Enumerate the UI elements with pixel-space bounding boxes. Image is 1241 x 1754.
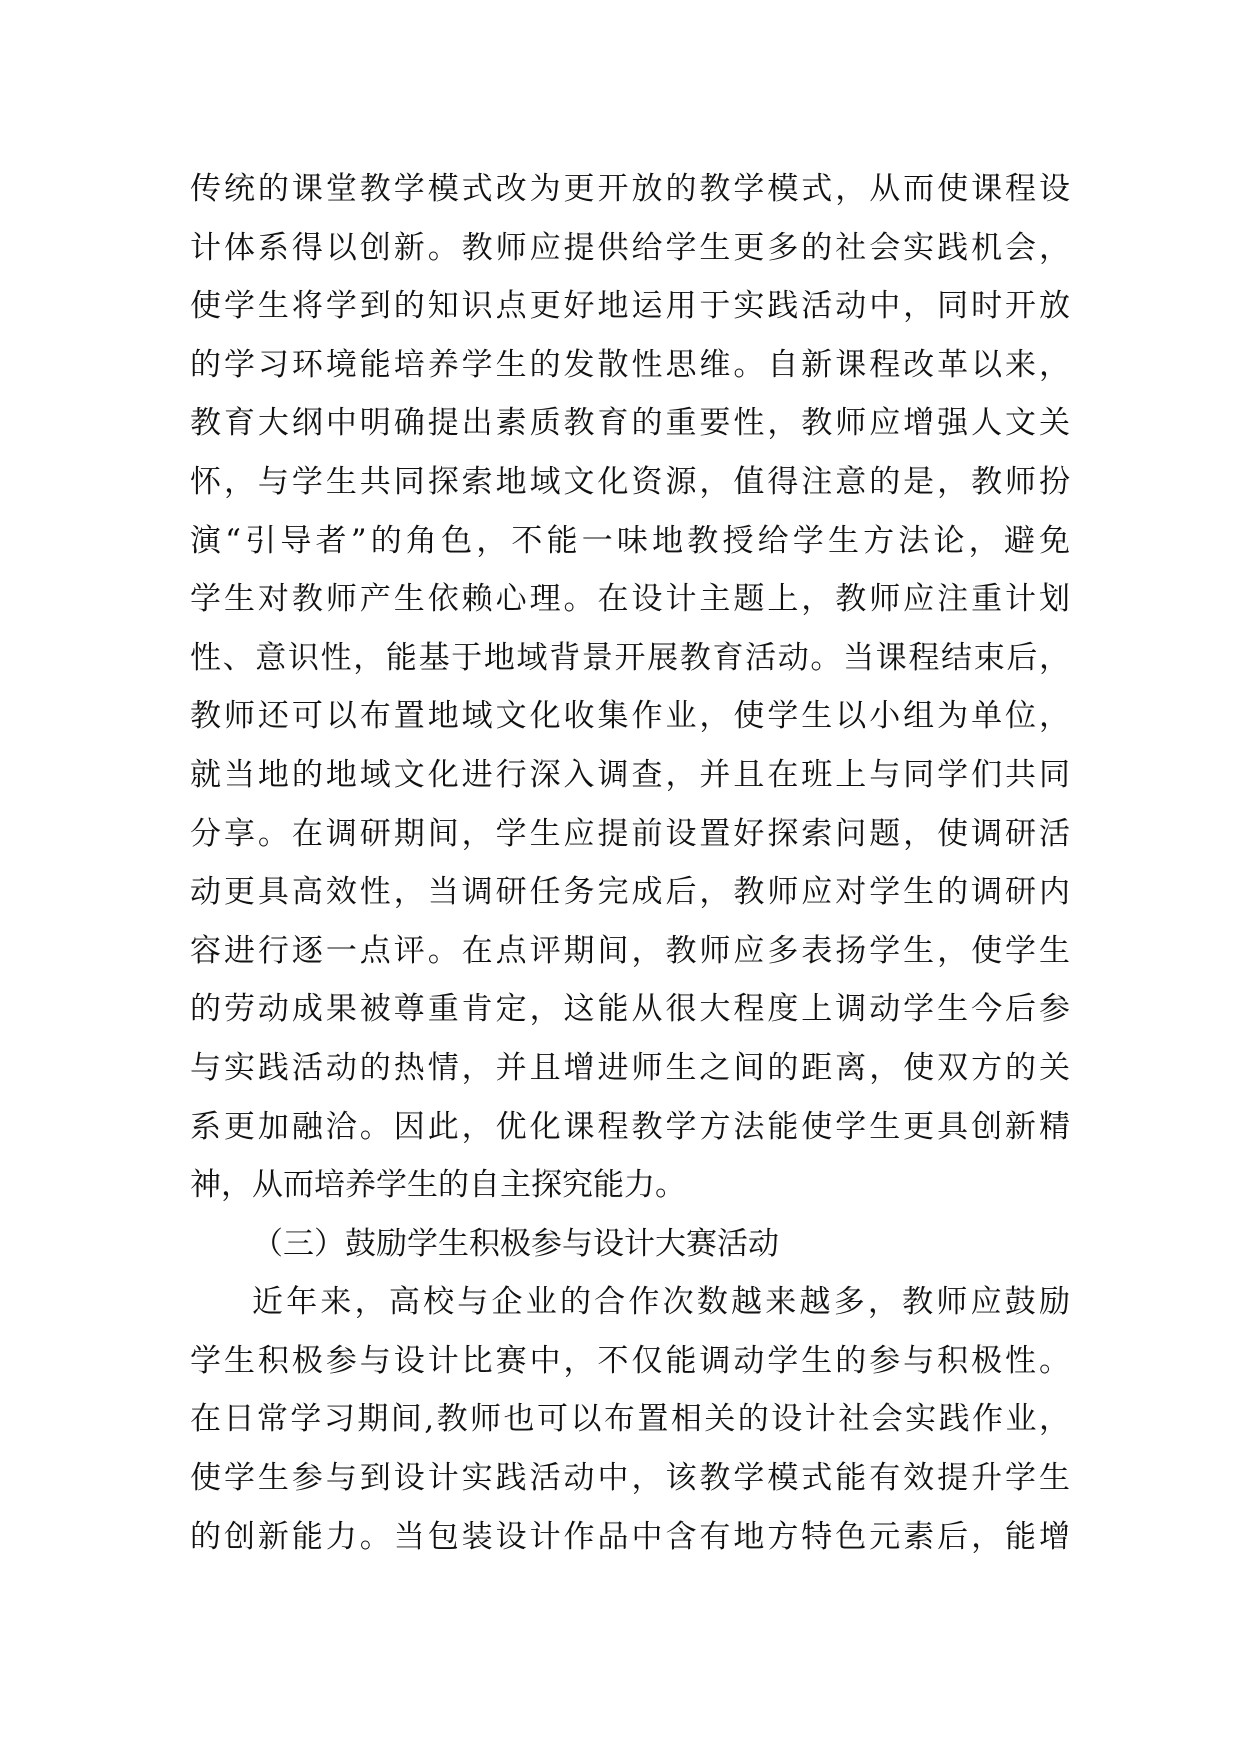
text-line: 与实践活动的热情，并且增进师生之间的距离，使双方的关 — [190, 1049, 1070, 1086]
text-line: 在日常学习期间,教师也可以布置相关的设计社会实践作业， — [190, 1401, 1070, 1438]
text-line: 传统的课堂教学模式改为更开放的教学模式，从而使课程设 — [190, 171, 1070, 207]
text-line: 学生对教师产生依赖心理。在设计主题上，教师应注重计划 — [190, 581, 1070, 618]
text-line: 的劳动成果被尊重肯定，这能从很大程度上调动学生今后参 — [190, 991, 1070, 1028]
text-line: 计体系得以创新。教师应提供给学生更多的社会实践机会， — [190, 229, 1070, 266]
body-text — [190, 160, 1070, 1566]
text-line: 教师还可以布置地域文化收集作业，使学生以小组为单位， — [190, 698, 1070, 735]
text-line: 使学生参与到设计实践活动中，该教学模式能有效提升学生 — [190, 1460, 1070, 1497]
text-line: 的创新能力。当包装设计作品中含有地方特色元素后，能增 — [190, 1518, 1070, 1555]
text-line: 演“引导者”的角色，不能一味地教授给学生方法论，避免 — [190, 522, 1070, 559]
text-line: 系更加融洽。因此，优化课程教学方法能使学生更具创新精 — [190, 1108, 1070, 1145]
text-line: 性、意识性，能基于地域背景开展教育活动。当课程结束后， — [190, 639, 1070, 676]
text-line: 容进行逐一点评。在点评期间，教师应多表扬学生，使学生 — [190, 932, 1070, 969]
text-line: 怀，与学生共同探索地域文化资源，值得注意的是，教师扮 — [190, 463, 1070, 500]
text-line: 近年来，高校与企业的合作次数越来越多，教师应鼓励 — [252, 1284, 1070, 1321]
text-line: 教育大纲中明确提出素质教育的重要性，教师应增强人文关 — [190, 405, 1070, 442]
text-line: 就当地的地域文化进行深入调查，并且在班上与同学们共同 — [190, 756, 1070, 793]
text-line: 分享。在调研期间，学生应提前设置好探索问题，使调研活 — [190, 815, 1070, 852]
text-line: 使学生将学到的知识点更好地运用于实践活动中，同时开放 — [190, 288, 1070, 325]
text-line: 神，从而培养学生的自主探究能力。 — [190, 1167, 686, 1204]
text-line: 动更具高效性，当调研任务完成后，教师应对学生的调研内 — [190, 874, 1070, 911]
paragraph-2 — [190, 1273, 1070, 1566]
section-heading: （三）鼓励学生积极参与设计大赛活动 — [252, 1225, 779, 1262]
text-line: 学生积极参与设计比赛中，不仅能调动学生的参与积极性。 — [190, 1342, 1070, 1379]
paragraph-1 — [190, 160, 1070, 1215]
text-line: 的学习环境能培养学生的发散性思维。自新课程改革以来， — [190, 346, 1070, 383]
